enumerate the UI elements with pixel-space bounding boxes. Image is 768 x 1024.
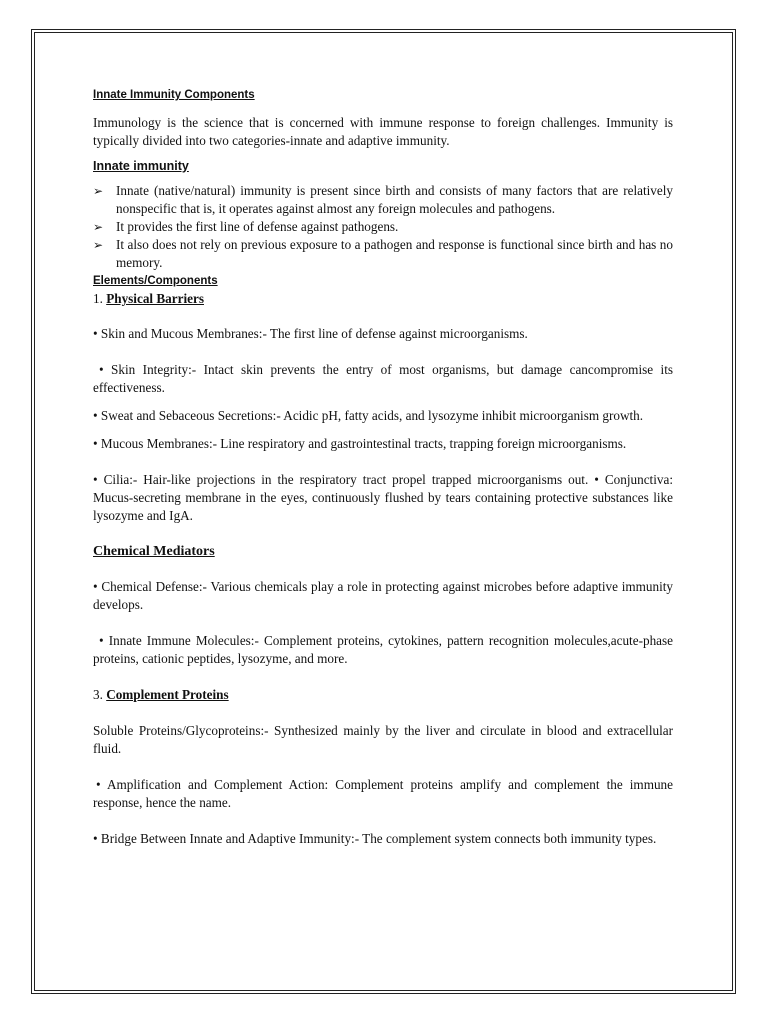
section-title: Physical Barriers xyxy=(106,291,204,306)
intro-paragraph: Immunology is the science that is concerned with immune response to foreign challenges. Immunity is typically divided into two categories-innate and adaptive immunity. xyxy=(93,115,673,148)
heading-chemical-mediators: Chemical Mediators xyxy=(93,544,215,559)
title-innate-immunity-components: Innate Immunity Components xyxy=(93,89,255,101)
heading-innate-immunity: Innate immunity xyxy=(93,159,189,173)
section-number: 3. xyxy=(93,687,103,702)
innate-bullet-item xyxy=(93,236,673,272)
paragraph-innate-molecules: • Innate Immune Molecules:- Complement proteins, cytokines, pattern recognition molecules,acute-phase proteins, cationic peptides, lysozyme, and more. xyxy=(93,633,673,666)
section-complement-heading xyxy=(93,686,673,704)
innate-bullet-text: Innate (native/natural) immunity is present since birth and consists of many factors that are relatively nonspecific that is, it operates against almost any foreign molecules and pathogens. xyxy=(116,183,673,216)
paragraph-cilia-conjunctiva: • Cilia:- Hair-like projections in the respiratory tract propel trapped microorganisms out. • Conjunctiva: Mucus-secreting membrane in the eyes, continuously flushed by tears containing protective substances like lysozyme and IgA. xyxy=(93,472,673,523)
innate-bullet-list xyxy=(93,182,673,272)
paragraph-chemical-defense: • Chemical Defense:- Various chemicals play a role in protecting against microbes before adaptive immunity develops. xyxy=(93,579,673,612)
paragraph-sweat-secretions: • Sweat and Sebaceous Secretions:- Acidic pH, fatty acids, and lysozyme inhibit microorganism growth. xyxy=(93,408,644,423)
document-body xyxy=(93,86,673,848)
paragraph-mucous-membranes: • Mucous Membranes:- Line respiratory and gastrointestinal tracts, trapping foreign microorganisms. xyxy=(93,436,627,451)
innate-bullet-item xyxy=(93,218,673,236)
arrow-bullet-icon: ➢ xyxy=(93,238,104,252)
arrow-bullet-icon: ➢ xyxy=(93,220,104,234)
paragraph-skin-integrity: • Skin Integrity:- Intact skin prevents the entry of most organisms, but damage cancompromise its effectiveness. xyxy=(93,362,673,395)
heading-elements-components: Elements/Components xyxy=(93,275,218,287)
innate-bullet-item xyxy=(93,182,673,218)
innate-bullet-text: It also does not rely on previous exposure to a pathogen and response is functional since birth and has no memory. xyxy=(116,237,673,270)
paragraph-soluble-proteins: Soluble Proteins/Glycoproteins:- Synthesized mainly by the liver and circulate in blood and extracellular fluid. xyxy=(93,723,673,756)
arrow-bullet-icon: ➢ xyxy=(93,184,104,198)
paragraph-skin-mucous: • Skin and Mucous Membranes:- The first line of defense against microorganisms. xyxy=(93,326,528,341)
section-title: Complement Proteins xyxy=(106,687,229,702)
paragraph-bridge: • Bridge Between Innate and Adaptive Immunity:- The complement system connects both immunity types. xyxy=(93,831,657,846)
paragraph-amplification: • Amplification and Complement Action: Complement proteins amplify and complement the immune response, hence the name. xyxy=(93,777,673,810)
section-number: 1. xyxy=(93,291,103,306)
innate-bullet-text: It provides the first line of defense against pathogens. xyxy=(116,219,399,234)
section-physical-barriers-heading xyxy=(93,290,673,308)
